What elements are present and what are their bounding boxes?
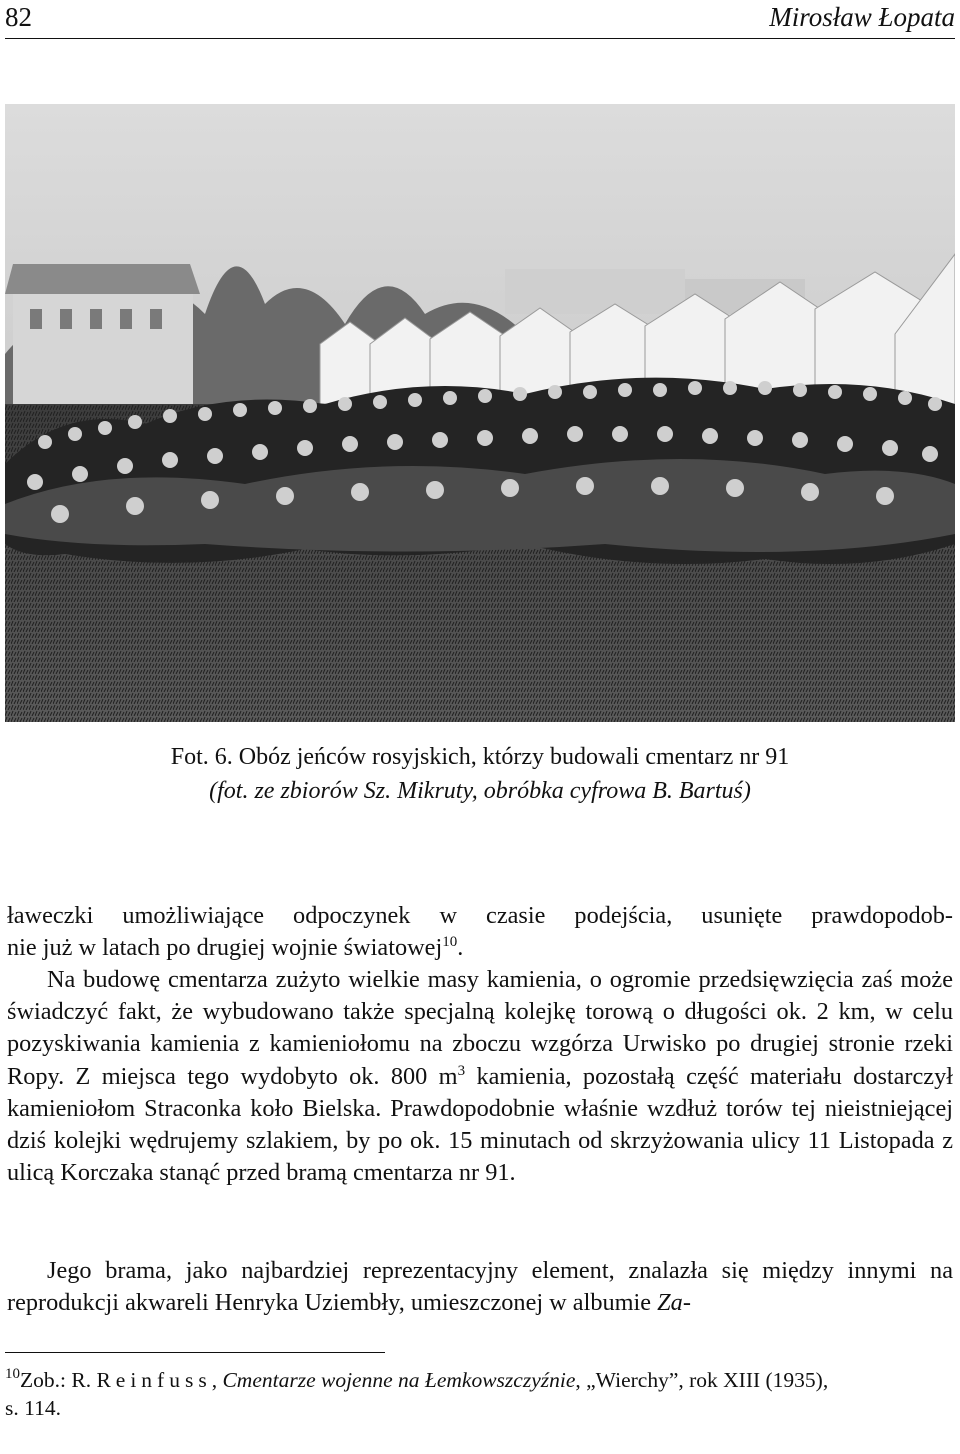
figure-caption-line-2: (fot. ze zbiorów Sz. Mikruty, obróbka cyfrowa B. Bartuś): [209, 778, 751, 804]
paragraph-1-line-2-text: nie już w latach po drugiej wojnie światowej: [7, 934, 443, 962]
page-number: 82: [5, 2, 32, 32]
running-header: [5, 0, 955, 39]
paragraph-3: [7, 1255, 953, 1319]
paragraph-2-part-b: kamienia, pozostałą część materiału dostarczył kamieniołom Straconka koło Bielska. Prawdopodobnie właśnie wzdłuż torów tej nieistniejącej dziś kolejki wędrujemy szlakiem, by po ok. 15 minutach od skrzyżowania ulicy 11 Listopada z ulicą Korczaka stanąć przed bramą cmentarza nr 91.: [7, 1062, 953, 1187]
paragraph-1-line-2: [7, 932, 953, 964]
historical-photograph: [5, 104, 955, 722]
paragraph-1: [7, 900, 953, 964]
paragraph-1-end: .: [457, 934, 464, 962]
paragraph-3-part-a: Jego brama, jako najbardziej reprezentacyjny element, znalazła się między innymi na reprodukcji akwareli Henryka Uziembły, umieszczonej w albumie: [7, 1257, 953, 1317]
footnote-line-2: s. 114.: [5, 1396, 61, 1420]
footnote-line-1: [5, 1366, 955, 1394]
paragraph-2: [7, 964, 953, 1189]
paragraph-3-text: [7, 1255, 953, 1319]
footnote-separator: ,: [211, 1368, 223, 1392]
cubic-superscript: 3: [457, 1062, 466, 1079]
running-author: Mirosław Łopata: [769, 2, 955, 32]
photo-illustration: [5, 104, 955, 722]
footnote-prefix: Zob.: R.: [20, 1368, 97, 1392]
paragraph-2-part-a: Na budowę cmentarza zużyto wielkie masy kamienia, o ogromie przedsięwzięcia zaś może świadczyć fakt, że wybudowano także specjalną kolejkę torową o długości ok. 2 km, w celu pozyskiwania kamienia z kamieniołomu na zboczu wzgórza Urwisko po drugiej stronie rzeki Ropy. Z miejsca tego wydobyto ok. 800 m: [7, 966, 953, 1090]
footnote-reference: 10: [442, 934, 458, 951]
footnote-rest: , „Wierchy”, rok XIII (1935),: [575, 1368, 829, 1392]
paragraph-1-line-1: ławeczki umożliwiające odpoczynek w czasie podejścia, usunięte prawdopodob-: [7, 902, 953, 929]
paragraph-2-text: [7, 964, 953, 1189]
footnote-rule: [5, 1352, 385, 1353]
footnote-10: [5, 1366, 955, 1422]
figure-caption-line-1: Fot. 6. Obóz jeńców rosyjskich, którzy budowali cmentarz nr 91: [170, 744, 790, 770]
paragraph-3-italic: Za-: [657, 1289, 691, 1317]
footnote-author: Reinfuss: [96, 1368, 212, 1392]
footnote-number: 10: [5, 1366, 20, 1382]
footnote-title: Cmentarze wojenne na Łemkowszczyźnie: [222, 1368, 576, 1392]
